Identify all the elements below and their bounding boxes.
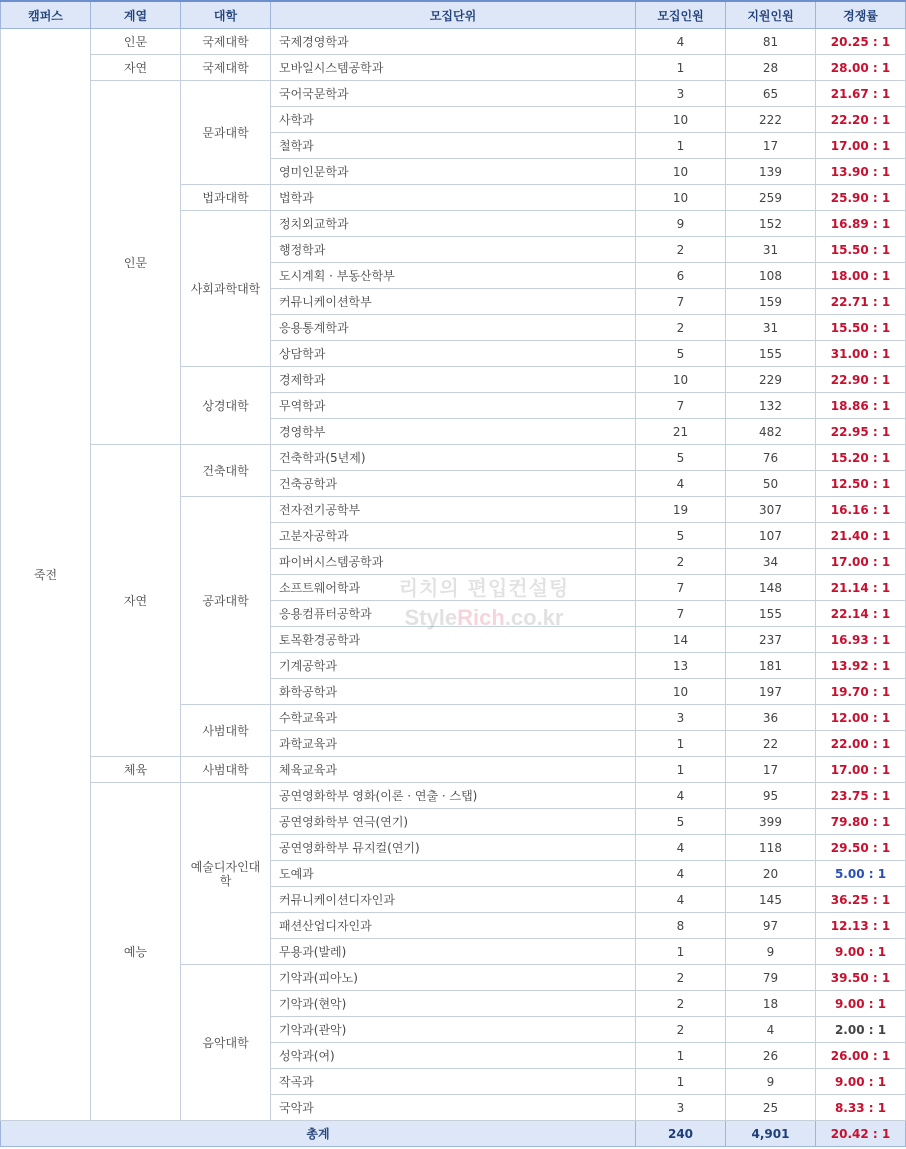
total-quota: 240	[636, 1121, 726, 1147]
rate-cell: 5.00 : 1	[816, 861, 906, 887]
college-cell: 법과대학	[181, 185, 271, 211]
quota-cell: 3	[636, 705, 726, 731]
quota-cell: 8	[636, 913, 726, 939]
quota-cell: 13	[636, 653, 726, 679]
applicants-cell: 132	[726, 393, 816, 419]
college-cell: 상경대학	[181, 367, 271, 445]
unit-cell: 도시계획 · 부동산학부	[271, 263, 636, 289]
unit-cell: 커뮤니케이션학부	[271, 289, 636, 315]
rate-cell: 18.00 : 1	[816, 263, 906, 289]
rate-cell: 39.50 : 1	[816, 965, 906, 991]
quota-cell: 10	[636, 679, 726, 705]
header-rate: 경쟁률	[816, 1, 906, 29]
rate-cell: 9.00 : 1	[816, 1069, 906, 1095]
applicants-cell: 97	[726, 913, 816, 939]
table-row	[1, 783, 906, 809]
applicants-cell: 18	[726, 991, 816, 1017]
quota-cell: 4	[636, 471, 726, 497]
rate-cell: 22.20 : 1	[816, 107, 906, 133]
rate-cell: 15.50 : 1	[816, 237, 906, 263]
applicants-cell: 229	[726, 367, 816, 393]
quota-cell: 5	[636, 523, 726, 549]
quota-cell: 4	[636, 861, 726, 887]
quota-cell: 5	[636, 341, 726, 367]
quota-cell: 3	[636, 1095, 726, 1121]
rate-cell: 26.00 : 1	[816, 1043, 906, 1069]
rate-cell: 9.00 : 1	[816, 939, 906, 965]
unit-cell: 공연영화학부 연극(연기)	[271, 809, 636, 835]
header-applicants: 지원인원	[726, 1, 816, 29]
applicants-cell: 4	[726, 1017, 816, 1043]
rate-cell: 9.00 : 1	[816, 991, 906, 1017]
college-cell: 사범대학	[181, 705, 271, 757]
field-cell: 자연	[91, 55, 181, 81]
applicants-cell: 155	[726, 601, 816, 627]
rate-cell: 22.00 : 1	[816, 731, 906, 757]
quota-cell: 7	[636, 575, 726, 601]
college-cell: 공과대학	[181, 497, 271, 705]
rate-cell: 28.00 : 1	[816, 55, 906, 81]
unit-cell: 응용통계학과	[271, 315, 636, 341]
watermark-title: 리치의 편입컨설팅	[398, 576, 570, 600]
table-row	[1, 757, 906, 783]
unit-cell: 기계공학과	[271, 653, 636, 679]
unit-cell: 영미인문학과	[271, 159, 636, 185]
rate-cell: 20.25 : 1	[816, 29, 906, 55]
quota-cell: 4	[636, 29, 726, 55]
quota-cell: 14	[636, 627, 726, 653]
applicants-cell: 399	[726, 809, 816, 835]
applicants-cell: 118	[726, 835, 816, 861]
college-cell: 국제대학	[181, 55, 271, 81]
applicants-cell: 148	[726, 575, 816, 601]
quota-cell: 1	[636, 1043, 726, 1069]
rate-cell: 23.75 : 1	[816, 783, 906, 809]
unit-cell: 상담학과	[271, 341, 636, 367]
total-rate: 20.42 : 1	[816, 1121, 906, 1147]
rate-cell: 22.14 : 1	[816, 601, 906, 627]
unit-cell: 건축학과(5년제)	[271, 445, 636, 471]
unit-cell: 커뮤니케이션디자인과	[271, 887, 636, 913]
field-cell: 체육	[91, 757, 181, 783]
unit-cell: 응용컴퓨터공학과	[271, 601, 636, 627]
applicants-cell: 307	[726, 497, 816, 523]
rate-cell: 16.89 : 1	[816, 211, 906, 237]
unit-cell: 무용과(발레)	[271, 939, 636, 965]
unit-cell: 기악과(피아노)	[271, 965, 636, 991]
quota-cell: 2	[636, 965, 726, 991]
college-cell: 사범대학	[181, 757, 271, 783]
quota-cell: 7	[636, 289, 726, 315]
unit-cell: 고분자공학과	[271, 523, 636, 549]
rate-cell: 17.00 : 1	[816, 133, 906, 159]
rate-cell: 22.95 : 1	[816, 419, 906, 445]
table-row	[1, 55, 906, 81]
header-campus: 캠퍼스	[1, 1, 91, 29]
applicants-cell: 79	[726, 965, 816, 991]
rate-cell: 15.50 : 1	[816, 315, 906, 341]
rate-cell: 16.16 : 1	[816, 497, 906, 523]
college-cell: 건축대학	[181, 445, 271, 497]
unit-cell: 도예과	[271, 861, 636, 887]
applicants-cell: 9	[726, 1069, 816, 1095]
unit-cell: 공연영화학부 영화(이론 · 연출 · 스탭)	[271, 783, 636, 809]
applicants-cell: 197	[726, 679, 816, 705]
applicants-cell: 81	[726, 29, 816, 55]
rate-cell: 17.00 : 1	[816, 549, 906, 575]
applicants-cell: 65	[726, 81, 816, 107]
unit-cell: 무역학과	[271, 393, 636, 419]
applicants-cell: 259	[726, 185, 816, 211]
applicants-cell: 25	[726, 1095, 816, 1121]
rate-cell: 16.93 : 1	[816, 627, 906, 653]
rate-cell: 21.40 : 1	[816, 523, 906, 549]
unit-cell: 기악과(현악)	[271, 991, 636, 1017]
campus-cell: 죽전	[1, 29, 91, 1121]
rate-cell: 17.00 : 1	[816, 757, 906, 783]
quota-cell: 2	[636, 237, 726, 263]
unit-cell: 경제학과	[271, 367, 636, 393]
total-label: 총계	[1, 1121, 636, 1147]
applicants-cell: 155	[726, 341, 816, 367]
unit-cell: 화학공학과	[271, 679, 636, 705]
applicants-cell: 34	[726, 549, 816, 575]
quota-cell: 10	[636, 159, 726, 185]
watermark-url-part: Rich	[457, 605, 505, 630]
applicants-cell: 108	[726, 263, 816, 289]
header-field: 계열	[91, 1, 181, 29]
total-row	[1, 1121, 906, 1147]
unit-cell: 정치외교학과	[271, 211, 636, 237]
unit-cell: 철학과	[271, 133, 636, 159]
applicants-cell: 107	[726, 523, 816, 549]
quota-cell: 6	[636, 263, 726, 289]
table-row	[1, 445, 906, 471]
rate-cell: 29.50 : 1	[816, 835, 906, 861]
unit-cell: 모바일시스템공학과	[271, 55, 636, 81]
watermark-url-part: Style	[404, 605, 458, 630]
header-college: 대학	[181, 1, 271, 29]
applicants-cell: 482	[726, 419, 816, 445]
field-cell: 자연	[91, 445, 181, 757]
unit-cell: 체육교육과	[271, 757, 636, 783]
applicants-cell: 31	[726, 315, 816, 341]
rate-cell: 15.20 : 1	[816, 445, 906, 471]
rate-cell: 22.90 : 1	[816, 367, 906, 393]
unit-cell: 소프트웨어학과	[271, 575, 636, 601]
applicants-cell: 159	[726, 289, 816, 315]
unit-cell: 전자전기공학부	[271, 497, 636, 523]
quota-cell: 7	[636, 601, 726, 627]
rate-cell: 13.92 : 1	[816, 653, 906, 679]
quota-cell: 1	[636, 731, 726, 757]
quota-cell: 9	[636, 211, 726, 237]
college-cell: 문과대학	[181, 81, 271, 185]
quota-cell: 19	[636, 497, 726, 523]
unit-cell: 성악과(여)	[271, 1043, 636, 1069]
applicants-cell: 139	[726, 159, 816, 185]
unit-cell: 과학교육과	[271, 731, 636, 757]
rate-cell: 79.80 : 1	[816, 809, 906, 835]
quota-cell: 10	[636, 367, 726, 393]
table-row	[1, 81, 906, 107]
unit-cell: 국어국문학과	[271, 81, 636, 107]
quota-cell: 2	[636, 991, 726, 1017]
quota-cell: 3	[636, 81, 726, 107]
unit-cell: 토목환경공학과	[271, 627, 636, 653]
rate-cell: 18.86 : 1	[816, 393, 906, 419]
rate-cell: 2.00 : 1	[816, 1017, 906, 1043]
applicants-cell: 50	[726, 471, 816, 497]
applicants-cell: 22	[726, 731, 816, 757]
applicants-cell: 95	[726, 783, 816, 809]
quota-cell: 1	[636, 1069, 726, 1095]
applicants-cell: 17	[726, 133, 816, 159]
rate-cell: 12.00 : 1	[816, 705, 906, 731]
field-cell: 인문	[91, 81, 181, 445]
field-cell: 예능	[91, 783, 181, 1121]
unit-cell: 작곡과	[271, 1069, 636, 1095]
quota-cell: 5	[636, 809, 726, 835]
quota-cell: 1	[636, 757, 726, 783]
unit-cell: 수학교육과	[271, 705, 636, 731]
unit-cell: 경영학부	[271, 419, 636, 445]
rate-cell: 19.70 : 1	[816, 679, 906, 705]
applicants-cell: 145	[726, 887, 816, 913]
applicants-cell: 17	[726, 757, 816, 783]
applicants-cell: 31	[726, 237, 816, 263]
table-row	[1, 29, 906, 55]
quota-cell: 2	[636, 315, 726, 341]
unit-cell: 행정학과	[271, 237, 636, 263]
quota-cell: 4	[636, 783, 726, 809]
quota-cell: 2	[636, 1017, 726, 1043]
quota-cell: 21	[636, 419, 726, 445]
table-header-row	[1, 1, 906, 29]
unit-cell: 기악과(관악)	[271, 1017, 636, 1043]
rate-cell: 12.50 : 1	[816, 471, 906, 497]
quota-cell: 5	[636, 445, 726, 471]
applicants-cell: 76	[726, 445, 816, 471]
college-cell: 국제대학	[181, 29, 271, 55]
quota-cell: 1	[636, 55, 726, 81]
quota-cell: 7	[636, 393, 726, 419]
unit-cell: 파이버시스템공학과	[271, 549, 636, 575]
applicants-cell: 28	[726, 55, 816, 81]
rate-cell: 22.71 : 1	[816, 289, 906, 315]
quota-cell: 4	[636, 835, 726, 861]
applicants-cell: 181	[726, 653, 816, 679]
applicants-cell: 152	[726, 211, 816, 237]
rate-cell: 21.67 : 1	[816, 81, 906, 107]
quota-cell: 10	[636, 185, 726, 211]
rate-cell: 12.13 : 1	[816, 913, 906, 939]
applicants-cell: 222	[726, 107, 816, 133]
quota-cell: 10	[636, 107, 726, 133]
unit-cell: 법학과	[271, 185, 636, 211]
header-quota: 모집인원	[636, 1, 726, 29]
rate-cell: 36.25 : 1	[816, 887, 906, 913]
unit-cell: 패션산업디자인과	[271, 913, 636, 939]
applicants-cell: 237	[726, 627, 816, 653]
header-unit: 모집단위	[271, 1, 636, 29]
total-applicants: 4,901	[726, 1121, 816, 1147]
college-cell: 예술디자인대학	[181, 783, 271, 965]
quota-cell: 1	[636, 133, 726, 159]
rate-cell: 13.90 : 1	[816, 159, 906, 185]
table-body	[1, 29, 906, 1147]
unit-cell: 사학과	[271, 107, 636, 133]
applicants-cell: 26	[726, 1043, 816, 1069]
applicants-cell: 36	[726, 705, 816, 731]
rate-cell: 8.33 : 1	[816, 1095, 906, 1121]
field-cell: 인문	[91, 29, 181, 55]
applicants-cell: 20	[726, 861, 816, 887]
unit-cell: 국악과	[271, 1095, 636, 1121]
rate-cell: 21.14 : 1	[816, 575, 906, 601]
college-cell: 사회과학대학	[181, 211, 271, 367]
rate-cell: 31.00 : 1	[816, 341, 906, 367]
unit-cell: 공연영화학부 뮤지컬(연기)	[271, 835, 636, 861]
applicants-cell: 9	[726, 939, 816, 965]
college-cell: 음악대학	[181, 965, 271, 1121]
quota-cell: 2	[636, 549, 726, 575]
quota-cell: 1	[636, 939, 726, 965]
unit-cell: 건축공학과	[271, 471, 636, 497]
watermark-url-part: .co.kr	[504, 605, 564, 630]
unit-cell: 국제경영학과	[271, 29, 636, 55]
rate-cell: 25.90 : 1	[816, 185, 906, 211]
quota-cell: 4	[636, 887, 726, 913]
